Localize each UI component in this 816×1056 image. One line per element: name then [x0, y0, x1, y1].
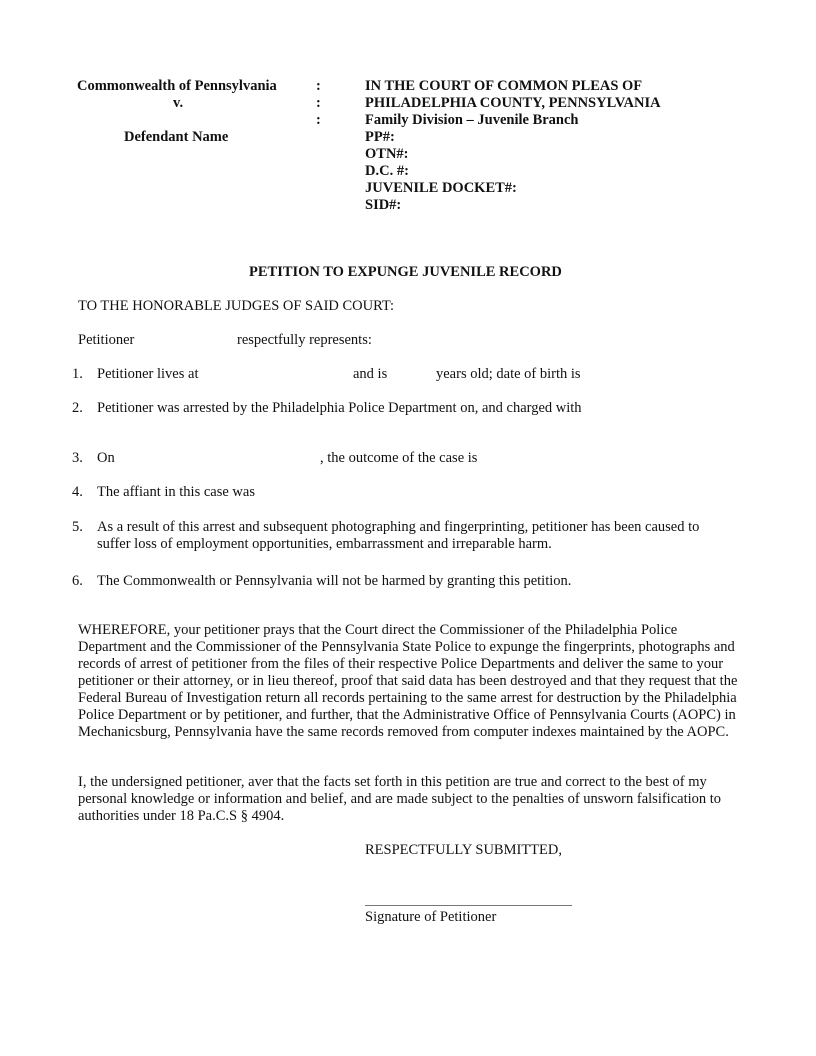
intro-petitioner: Petitioner — [78, 332, 135, 348]
salutation: TO THE HONORABLE JUDGES OF SAID COURT: — [78, 298, 395, 314]
item-number: 6. — [72, 573, 83, 589]
petition-title: PETITION TO EXPUNGE JUVENILE RECORD — [249, 264, 562, 280]
caption-colon: : — [316, 78, 321, 94]
item-number: 5. — [72, 519, 83, 535]
item1-age-text: and is — [353, 366, 388, 382]
pp-number-label: PP#: — [365, 129, 395, 145]
caption-colon: : — [316, 112, 321, 128]
verification-paragraph: I, the undersigned petitioner, aver that the facts set forth in this petition are true and correct to the best of my personal knowledge or information and belief, and are made subject to the penalties of unsworn falsification to authorities under 18 Pa.C.S § 4904. — [78, 774, 722, 824]
item-number: 3. — [72, 450, 83, 466]
versus-text: v. — [173, 95, 184, 111]
item5-line2: suffer loss of employment opportunities, embarrassment and irreparable harm. — [97, 536, 552, 552]
caption-colon: : — [316, 95, 321, 111]
signature-line — [365, 905, 572, 906]
court-division: Family Division – Juvenile Branch — [365, 112, 579, 128]
item2-text: Petitioner was arrested by the Philadelphia Police Department on, and charged with — [97, 400, 582, 416]
sid-number-label: SID#: — [365, 197, 402, 213]
item3-outcome-text: , the outcome of the case is — [320, 450, 478, 466]
item4-text: The affiant in this case was — [97, 484, 255, 500]
dc-number-label: D.C. #: — [365, 163, 409, 179]
juvenile-docket-label: JUVENILE DOCKET#: — [365, 180, 517, 196]
otn-number-label: OTN#: — [365, 146, 409, 162]
item-number: 2. — [72, 400, 83, 416]
court-name-line1: IN THE COURT OF COMMON PLEAS OF — [365, 78, 643, 94]
item1-dob-text: years old; date of birth is — [436, 366, 581, 382]
signature-label: Signature of Petitioner — [365, 909, 497, 925]
plaintiff-name: Commonwealth of Pennsylvania — [77, 78, 277, 94]
item5-line1: As a result of this arrest and subsequent photographing and fingerprinting, petitioner has been caused to — [97, 519, 700, 535]
item6-text: The Commonwealth or Pennsylvania will not be harmed by granting this petition. — [97, 573, 572, 589]
defendant-name: Defendant Name — [124, 129, 229, 145]
item1-address-text: Petitioner lives at — [97, 366, 199, 382]
item-number: 4. — [72, 484, 83, 500]
intro-represents: respectfully represents: — [237, 332, 372, 348]
closing-text: RESPECTFULLY SUBMITTED, — [365, 842, 562, 858]
wherefore-paragraph: WHEREFORE, your petitioner prays that the Court direct the Commissioner of the Philadelphia Police Department and the Commissioner of the Pennsylvania State Police to expunge the fingerprints, photographs and records of arrest of petitioner from the files of their respective Police Departments and deliver the same to your petitioner or their attorney, or in lieu thereof, proof that said data has been destroyed and that they request that the Federal Bureau of Investigation return all records pertaining to the same arrest for destruction by the Philadelphia Police Department or by petitioner, and further, that the Administrative Office of Pennsylvania Courts (AOPC) in Mechanicsburg, Pennsylvania have the same records removed from computer indexes maintained by the AOPC. — [78, 622, 738, 740]
item3-date-text: On — [97, 450, 115, 466]
item-number: 1. — [72, 366, 83, 382]
court-name-line2: PHILADELPHIA COUNTY, PENNSYLVANIA — [365, 95, 661, 111]
